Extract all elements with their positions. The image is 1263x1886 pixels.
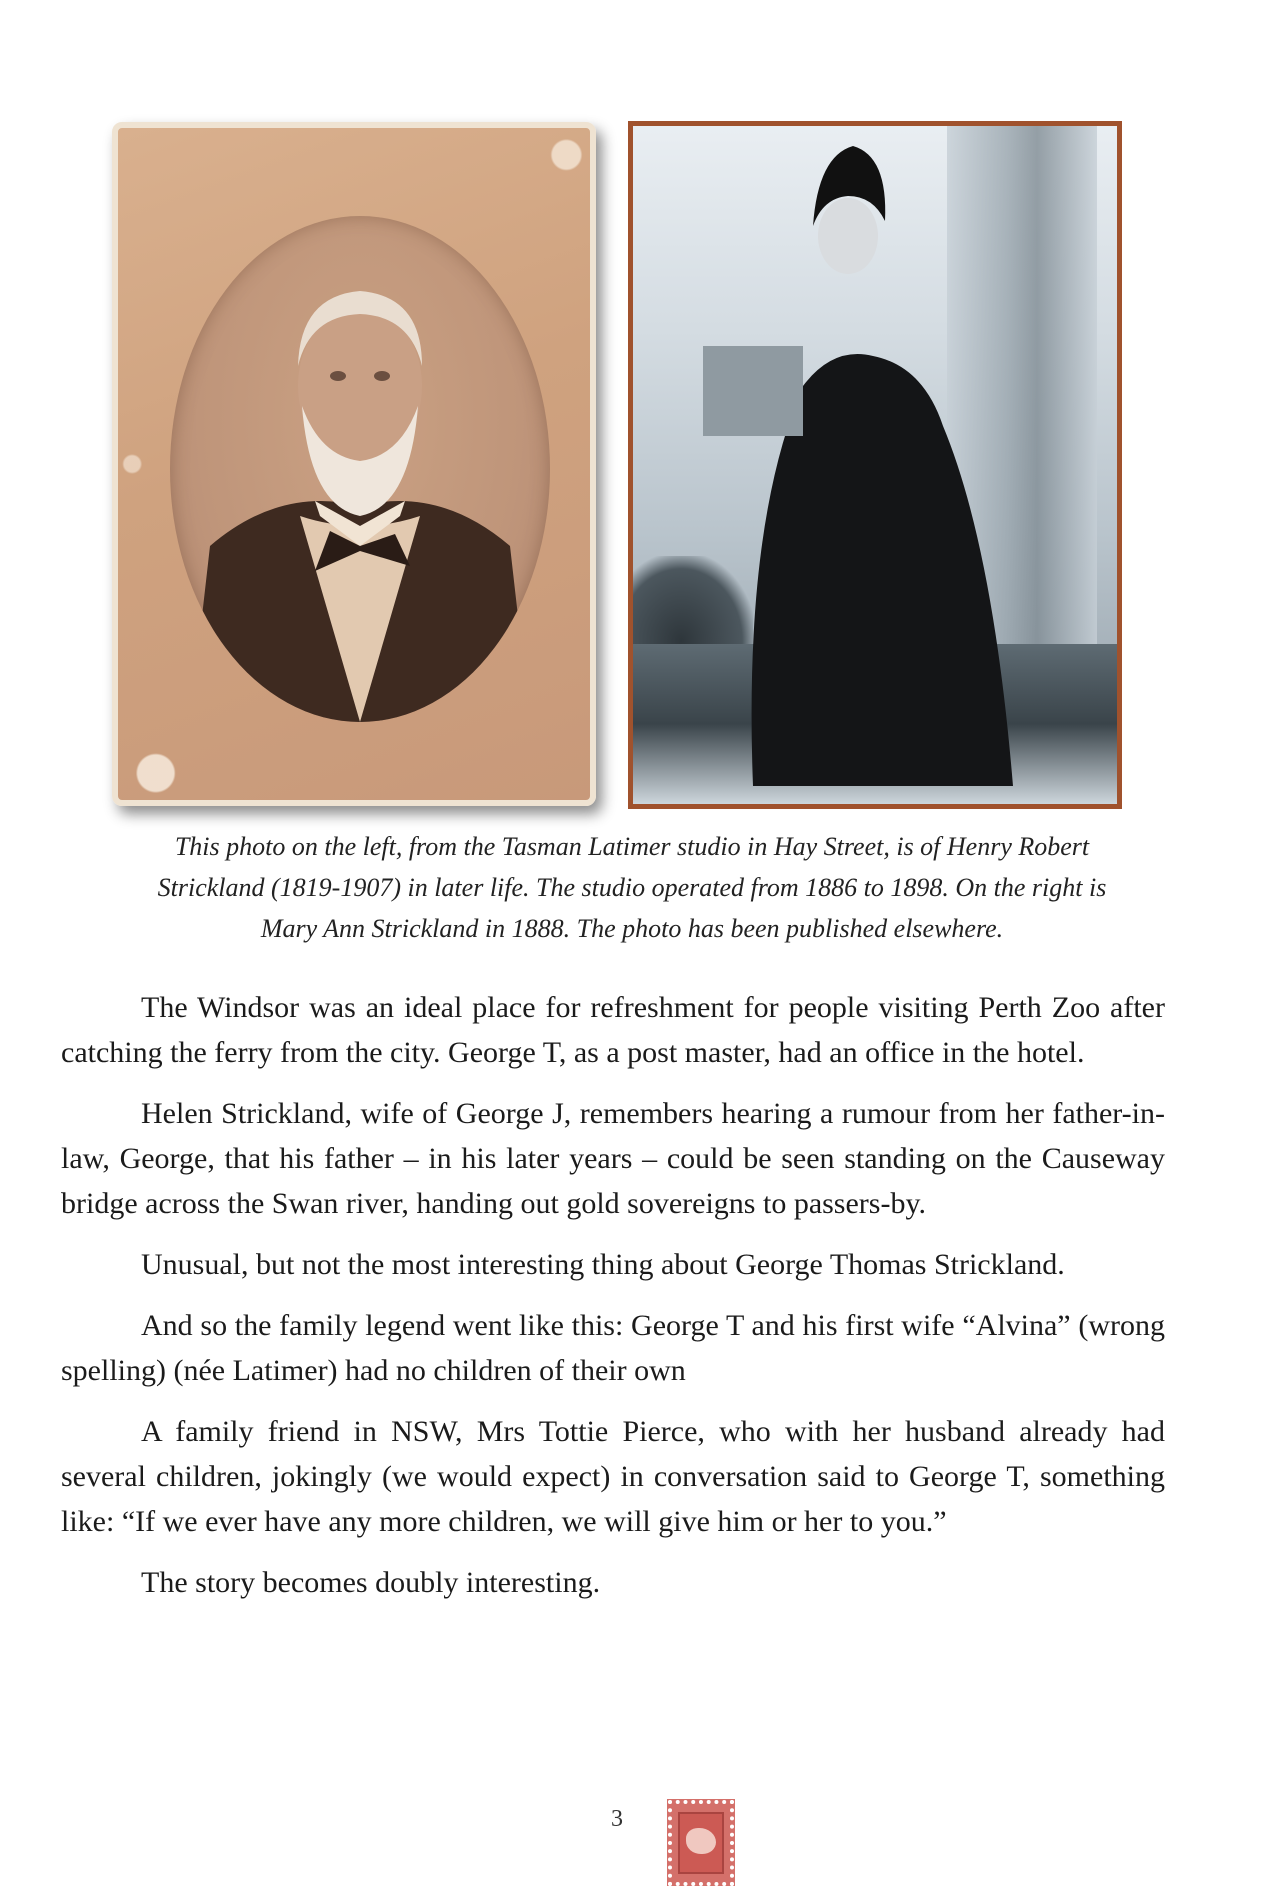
paragraph: And so the family legend went like this: George T and his first wife “Alvina” (wrong spelling) (née Latimer) had no children of their own [61, 1309, 1165, 1387]
paragraph: Unusual, but not the most interesting thing about George Thomas Strickland. [141, 1248, 1065, 1281]
stamp-australia-map [686, 1828, 716, 1854]
photo-caption [80, 826, 1184, 949]
postage-stamp-icon [668, 1800, 734, 1886]
body-text [61, 985, 1165, 1621]
seated-woman-figure [633, 126, 1117, 804]
paragraph: The Windsor was an ideal place for refreshment for people visiting Perth Zoo after catching the ferry from the city. George T, as a post master, had an office in the hotel. [61, 991, 1165, 1069]
paragraph: The story becomes doubly interesting. [141, 1566, 601, 1599]
photo-wear-marks [118, 128, 590, 800]
paragraph: Helen Strickland, wife of George J, remembers hearing a rumour from her father-in-law, George, that his father – in his later years – could be seen standing on the Causeway bridge across the Swan river, handing out gold sovereigns to passers-by. [61, 1097, 1165, 1220]
caption-line-2: Strickland (1819-1907) in later life. The studio operated from 1886 to 1898. On the right is [157, 873, 1107, 902]
photo-henry-robert-strickland [112, 122, 596, 806]
page-number: 3 [611, 1806, 623, 1832]
photo-mary-ann-strickland [628, 121, 1122, 809]
caption-line-3: Mary Ann Strickland in 1888. The photo has been published elsewhere. [260, 914, 1004, 943]
paragraph: A family friend in NSW, Mrs Tottie Pierce, who with her husband already had several children, jokingly (we would expect) in conversation said to George T, something like: “If we ever have any more children, we will give him or her to you.” [61, 1415, 1165, 1538]
caption-line-1: This photo on the left, from the Tasman Latimer studio in Hay Street, is of Henry Robert [174, 832, 1090, 861]
